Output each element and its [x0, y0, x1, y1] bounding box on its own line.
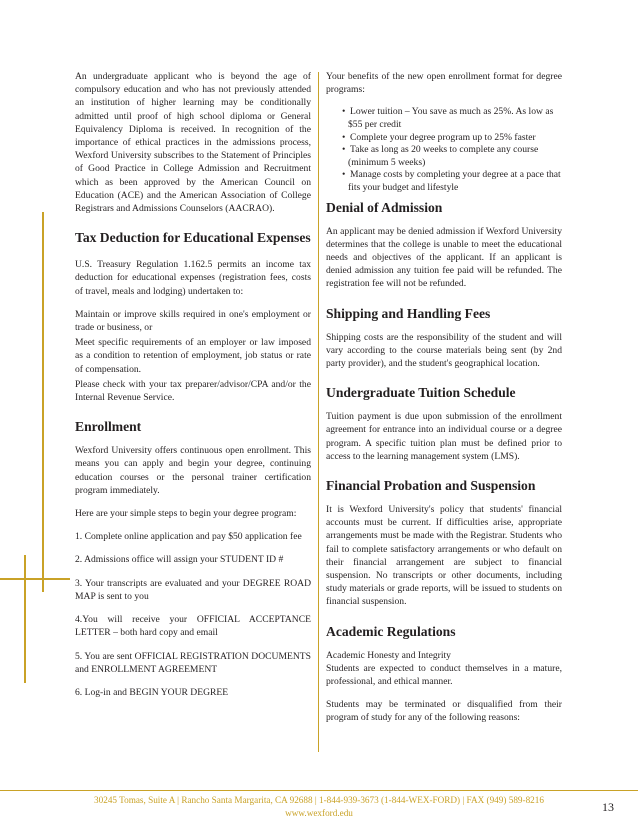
enrollment-paragraph-2: Here are your simple steps to begin your degree program: [75, 508, 297, 520]
academic-heading: Academic Regulations [326, 623, 456, 639]
left-column [75, 70, 311, 709]
list-item: • Manage costs by completing your degree at a pace that fits your budget and lifestyle [342, 169, 561, 193]
list-item: • Lower tuition – You save as much as 25%. As low as $55 per credit [342, 106, 554, 130]
tuition-paragraph: Tuition payment is due upon submission of the enrollment agreement for entrance into an individual course or a degree program. A specific tuition plan must be defined prior to access to the learning management system (LMS). [326, 411, 562, 462]
decorative-cross-horizontal [0, 578, 70, 580]
tax-paragraph-4: Please check with your tax preparer/advisor/CPA and/or the Internal Revenue Service. [75, 378, 311, 404]
enrollment-paragraph-1: Wexford University offers continuous open enrollment. This means you can apply and begin your degree, continuing education courses or the personal trainer certification program immediately. [75, 445, 311, 496]
benefits-intro: Your benefits of the new open enrollment format for degree programs: [326, 71, 562, 96]
bullet-icon: • [342, 169, 346, 181]
step-3: 3. Your transcripts are evaluated and your DEGREE ROAD MAP is sent to you [75, 577, 311, 602]
footer-divider [0, 790, 638, 791]
denial-paragraph: An applicant may be denied admission if Wexford University determines that the college is unable to meet the educational needs and objectives of the applicant. If an applicant is denied admission any tuition fee paid will be refunded. The registration fee will not be refunded. [326, 225, 562, 290]
academic-subheading: Academic Honesty and Integrity [326, 649, 451, 661]
probation-heading: Financial Probation and Suspension [326, 478, 536, 493]
step-5: 5. You are sent OFFICIAL REGISTRATION DOCUMENTS and ENROLLMENT AGREEMENT [75, 650, 311, 675]
tax-paragraph-3: Meet specific requirements of an employer or law imposed as a condition to retention of employment, job status or rate of compensation. [75, 337, 311, 375]
tuition-heading: Undergraduate Tuition Schedule [326, 385, 516, 401]
step-1: 1. Complete online application and pay $50 application fee [75, 531, 302, 543]
bullet-icon: • [342, 106, 346, 118]
right-column [326, 70, 562, 735]
denial-heading: Denial of Admission [326, 199, 443, 215]
bullet-icon: • [342, 131, 346, 143]
list-item: • Take as long as 20 weeks to complete any course (minimum 5 weeks) [342, 144, 539, 168]
intro-paragraph: An undergraduate applicant who is beyond the age of compulsory education and who has not previously attended an institution of higher learning may be conditionally admitted until proof of high school diploma or General Equivalency Diploma is received. In recognition of the importance of ethical practices in the admissions process, Wexford University subscribes to the Statement of Principles of Good Practice in College Admission and Recruitment which as been approved by the American Council on Education (ACE) and the American Association of College Registrars and Admissions Counselors (AACRAO). [75, 71, 311, 215]
step-4: 4.You will receive your OFFICIAL ACCEPTANCE LETTER – both hard copy and email [75, 614, 311, 639]
tax-heading: Tax Deduction for Educational Expenses [75, 230, 311, 246]
footer-website[interactable]: www.wexford.edu [285, 808, 353, 818]
shipping-heading: Shipping and Handling Fees [326, 305, 491, 321]
list-item: • Complete your degree program up to 25% faster [342, 131, 536, 143]
academic-paragraph-1: Students are expected to conduct themselves in a mature, professional, and ethical manner. [326, 662, 562, 688]
probation-paragraph: It is Wexford University's policy that students' financial accounts must be current. If difficulties arise, appropriate arrangements must be made with the Registrar. Students who fail to complete satisfactory arrangements or who default on their financial arrangement are subject to financial suspension. No transcripts or other documents, including study materials or grade reports, will be issued to students on financial suspension. [326, 504, 562, 608]
page-number: 13 [602, 800, 614, 814]
bullet-icon: • [342, 144, 346, 156]
step-6: 6. Log-in and BEGIN YOUR DEGREE [75, 686, 229, 698]
tax-paragraph-2: Maintain or improve skills required in one's employment or trade or business, or [75, 308, 311, 334]
tax-paragraph-1: U.S. Treasury Regulation 1.162.5 permits an income tax deduction for educational expenses (registration fees, costs of travel, meals and lodging) undertaken to: [75, 259, 311, 297]
step-2: 2. Admissions office will assign your STUDENT ID # [75, 554, 284, 566]
decorative-vertical-line [42, 212, 44, 592]
academic-paragraph-2: Students may be terminated or disqualified from their program of study for any of the following reasons: [326, 699, 562, 724]
enrollment-heading: Enrollment [75, 419, 142, 435]
shipping-paragraph: Shipping costs are the responsibility of the student and will vary according to the course materials being sent (by 2nd party provider), and the student's geographical location. [326, 331, 562, 369]
decorative-cross-vertical [24, 555, 26, 683]
footer-address: 30245 Tomas, Suite A | Rancho Santa Margarita, CA 92688 | 1-844-939-3673 (1-844-WEX-FORD) | FAX (949) 589-8216 [94, 795, 544, 805]
benefits-list [326, 106, 562, 194]
